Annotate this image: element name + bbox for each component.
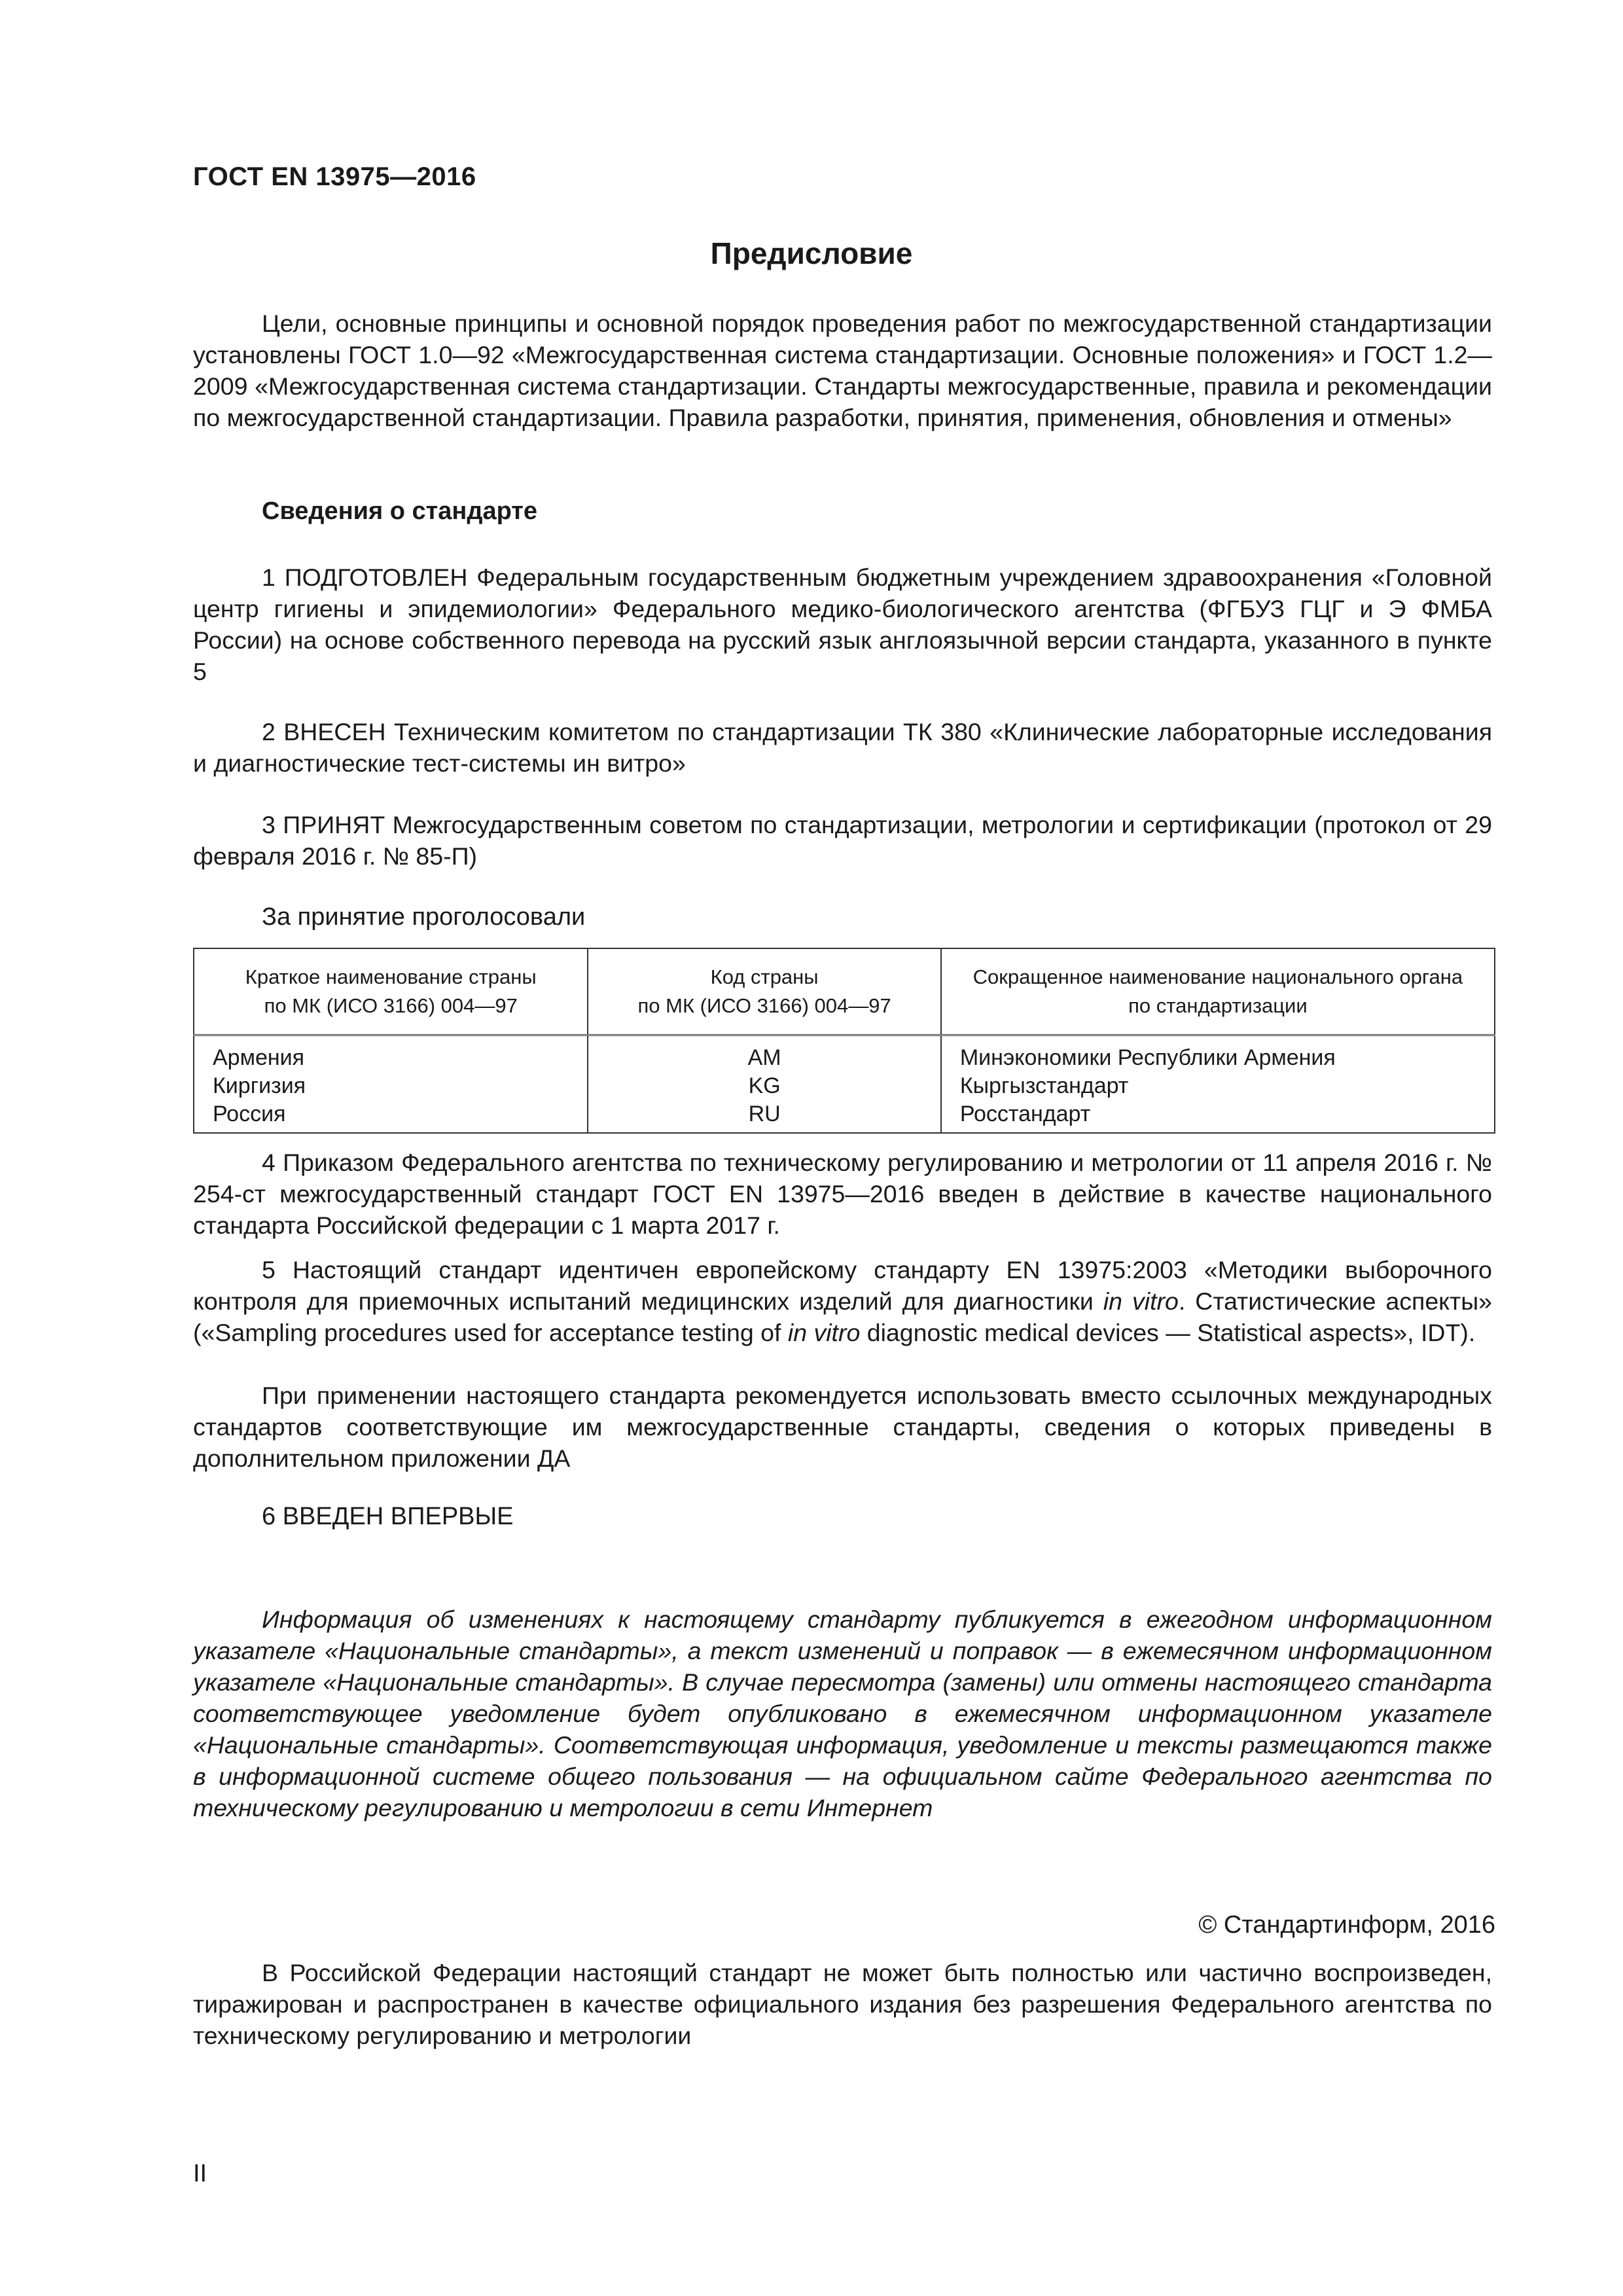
col-header-code-text: Код страны по МК (ИСО 3166) 004—97 bbox=[637, 965, 891, 1017]
cell-authority: Кыргызстандарт bbox=[959, 1073, 1129, 1098]
item-5-italic-2: in vitro bbox=[787, 1319, 861, 1346]
col-header-authority-text: Сокращенное наименование национального органа по стандартизации bbox=[972, 965, 1463, 1017]
cell-country: Россия bbox=[194, 1100, 588, 1133]
item-1-paragraph: 1 ПОДГОТОВЛЕН Федеральным государственным бюджетным учреждением здравоохранения «Головной центр гигиены и эпидемиологии» Федерального медико-биологического агентства (ФГБУЗ ГЦГ и Э ФМБА России) на основе собственного перевода на русский язык англоязычной версии стандарта, указанного в пункте 5 bbox=[193, 564, 1492, 685]
intro-paragraph: Цели, основные принципы и основной порядок проведения работ по межгосударственной стандартизации установлены ГОСТ 1.0—92 «Межгосударственная система стандартизации. Основные положения» и ГОСТ 1.2—2009 «Межгосударственная система стандартизации. Стандарты межгосударственные, правила и рекомендации по межгосударственной стандартизации. Правила разработки, принятия, применения, обновления и отмены» bbox=[193, 310, 1492, 431]
cell-country: Киргизия bbox=[194, 1072, 588, 1100]
item-5-note-paragraph: При применении настоящего стандарта рекомендуется использовать вместо ссылочных международных стандартов соответствующие им межгосударственные стандарты, сведения о которых приведены в дополнительном приложении ДА bbox=[193, 1382, 1492, 1472]
item-5-italic-1: in vitro bbox=[1103, 1287, 1179, 1315]
item-6-paragraph: 6 ВВЕДЕН ВПЕРВЫЕ bbox=[262, 1503, 514, 1530]
countries-table bbox=[193, 948, 1495, 1134]
item-5-text-b: . Статистические аспекты» («Sampling procedures used for acceptance testing of bbox=[193, 1287, 1492, 1346]
col-header-authority bbox=[941, 948, 1495, 1035]
copyright-line: © Стандартинформ, 2016 bbox=[1198, 1911, 1495, 1939]
cell-authority: Росстандарт bbox=[959, 1102, 1091, 1126]
item-4-paragraph: 4 Приказом Федерального агентства по техническому регулированию и метрологии от 11 апреля 2016 г. № 254-ст межгосударственный стандарт ГОСТ EN 13975—2016 введен в действие в качестве национального стандарта Российской федерации с 1 марта 2017 г. bbox=[193, 1149, 1492, 1239]
item-5-text-c: diagnostic medical devices — Statistical aspects», IDT). bbox=[860, 1319, 1476, 1346]
voted-label: За принятие проголосовали bbox=[262, 903, 586, 931]
table-header-row bbox=[194, 948, 1495, 1035]
rights-paragraph: В Российской Федерации настоящий стандарт не может быть полностью или частично воспроизведен, тиражирован и распространен в качестве официального издания без разрешения Федерального агентства по техническому регулированию и метрологии bbox=[193, 1959, 1492, 2049]
item-2-paragraph: 2 ВНЕСЕН Техническим комитетом по стандартизации ТК 380 «Клинические лабораторные исследования и диагностические тест-системы ин витро» bbox=[193, 718, 1492, 777]
col-header-code bbox=[588, 948, 940, 1035]
page-title: Предисловие bbox=[710, 236, 913, 270]
document-code-header: ГОСТ EN 13975—2016 bbox=[193, 162, 476, 191]
info-heading: Сведения о стандарте bbox=[262, 497, 538, 525]
item-5-text-a: 5 Настоящий стандарт идентичен европейскому стандарту EN 13975:2003 «Методики выборочного контроля для приемочных испытаний медицинских изделий для диагностики bbox=[193, 1256, 1492, 1315]
table-row bbox=[194, 1100, 1495, 1133]
cell-code: KG bbox=[588, 1072, 940, 1100]
page-number: II bbox=[193, 2160, 207, 2187]
table-row bbox=[194, 1072, 1495, 1100]
cell-country: Армения bbox=[194, 1035, 588, 1073]
col-header-country-text: Краткое наименование страны по МК (ИСО 3166) 004—97 bbox=[245, 965, 537, 1017]
cell-authority: Минэкономики Республики Армения bbox=[959, 1045, 1336, 1070]
col-header-country bbox=[194, 948, 588, 1035]
cell-code: RU bbox=[588, 1100, 940, 1133]
cell-code: AM bbox=[588, 1035, 940, 1073]
item-5-paragraph bbox=[193, 1254, 1492, 1348]
table-row bbox=[194, 1035, 1495, 1073]
notice-paragraph: Информация об изменениях к настоящему стандарту публикуется в ежегодном информационном указателе «Национальные стандарты», а текст изменений и поправок — в ежемесячном информационном указателе «Национальные стандарты». В случае пересмотра (замены) или отмены настоящего стандарта соответствующее уведомление будет опубликовано в ежемесячном информационном указателе «Национальные стандарты». Соответствующая информация, уведомление и тексты размещаются также в информационной системе общего пользования — на официальном сайте Федерального агентства по техническому регулированию и метрологии в сети Интернет bbox=[193, 1605, 1492, 1821]
item-3-paragraph: 3 ПРИНЯТ Межгосударственным советом по стандартизации, метрологии и сертификации (протокол от 29 февраля 2016 г. № 85-П) bbox=[193, 811, 1492, 870]
